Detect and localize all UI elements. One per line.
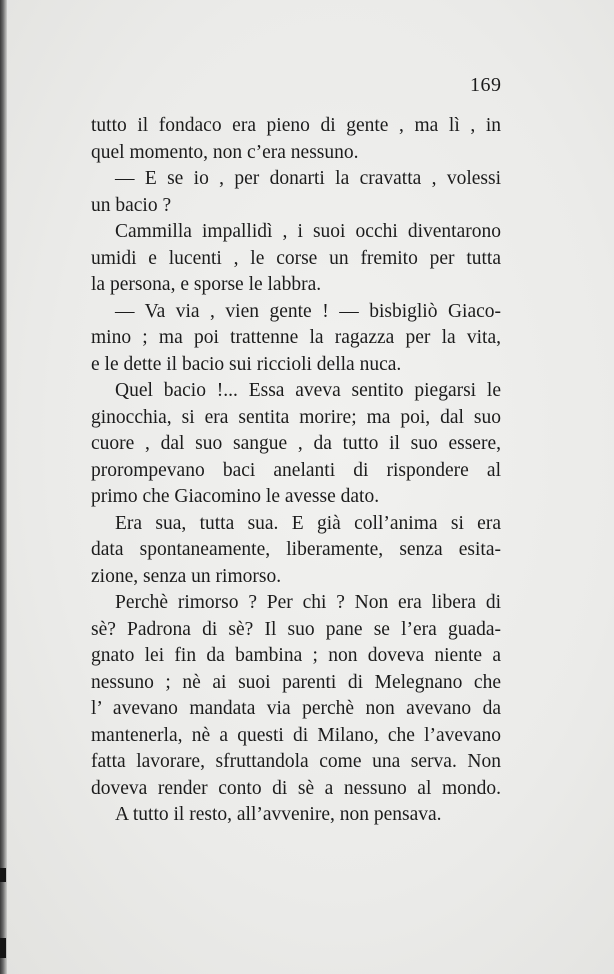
text-line: l’ avevano mandata via perchè non avevano da xyxy=(91,698,501,719)
text-line: ginocchia, si era sentita morire; ma poi, dal suo xyxy=(91,406,501,428)
text-line: mantenerla, nè a questi di Milano, che l’avevano xyxy=(91,724,501,746)
text-line: la persona, e sporse le labbra. xyxy=(91,274,322,295)
text-line: zione, senza un rimorso. xyxy=(91,565,282,587)
text-line: prorompevano baci anelanti di rispondere al xyxy=(91,459,501,481)
text-line: A tutto il resto, all’avvenire, non pensava. xyxy=(115,804,442,825)
text-line: — Va via , vien gente ! — bisbigliò Giaco- xyxy=(115,300,501,322)
text-line: gnato lei fin da bambina ; non doveva niente a xyxy=(91,645,501,666)
text-line: nessuno ; nè ai suoi parenti di Melegnano che xyxy=(91,671,501,693)
text-line: Quel bacio !... Essa aveva sentito piegarsi le xyxy=(115,380,501,401)
text-line: Cammilla impallidì , i suoi occhi diventarono xyxy=(115,221,501,242)
text-line: fatta lavorare, sfruttandola come una serva. Non xyxy=(91,751,501,772)
binding-mark xyxy=(0,868,6,882)
text-line: quel momento, non c’era nessuno. xyxy=(91,141,359,163)
text-line: umidi e lucenti , le corse un fremito per tutta xyxy=(91,247,501,269)
text-line: — E se io , per donarti la cravatta , volessi xyxy=(115,168,501,189)
binding-mark xyxy=(0,938,6,958)
body-text xyxy=(91,113,501,829)
text-line: sè? Padrona di sè? Il suo pane se l’era guada- xyxy=(91,618,501,640)
text-line: Perchè rimorso ? Per chi ? Non era libera di xyxy=(115,592,501,613)
text-line: e le dette il bacio sui riccioli della nuca. xyxy=(91,353,402,375)
text-line: doveva render conto di sè a nessuno al mondo. xyxy=(91,777,501,799)
text-line: primo che Giacomino le avesse dato. xyxy=(91,486,380,507)
text-line: cuore , dal suo sangue , da tutto il suo essere, xyxy=(91,433,501,454)
text-line: data spontaneamente, liberamente, senza esita- xyxy=(91,539,501,560)
page-number: 169 xyxy=(470,74,502,96)
text-line: Era sua, tutta sua. E già coll’anima si era xyxy=(115,512,501,534)
page-binding-edge xyxy=(0,0,7,974)
text-line: tutto il fondaco era pieno di gente , ma lì , in xyxy=(91,115,501,136)
text-line: mino ; ma poi trattenne la ragazza per la vita, xyxy=(91,327,501,348)
text-line: un bacio ? xyxy=(91,194,172,216)
